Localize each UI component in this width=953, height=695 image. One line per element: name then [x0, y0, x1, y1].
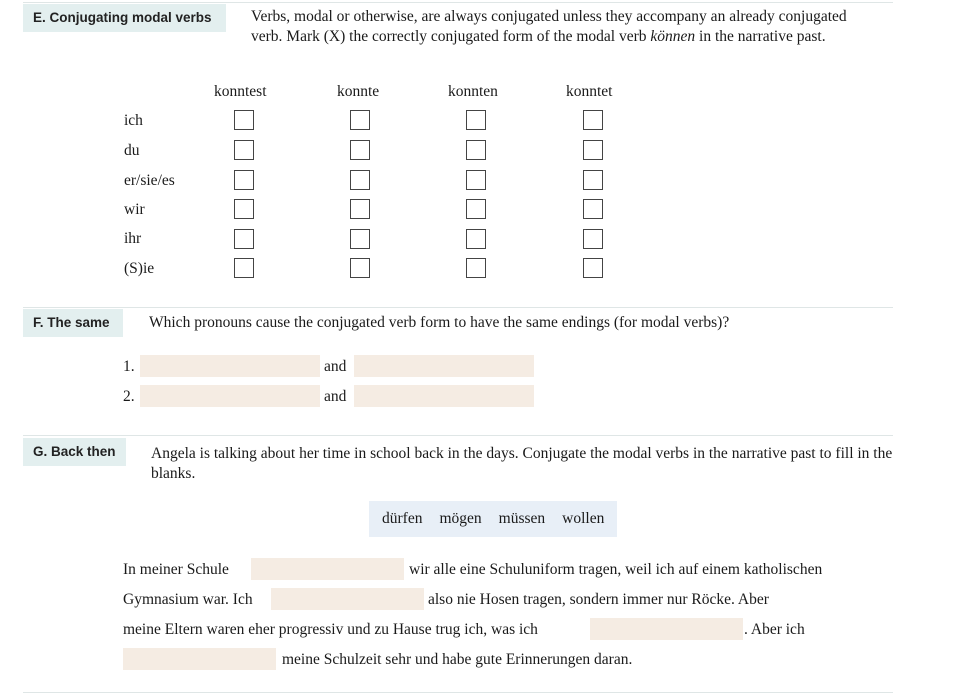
answer-number: 2.: [123, 388, 135, 405]
checkbox-ihr-konnte[interactable]: [350, 229, 370, 249]
pronoun-label: du: [124, 142, 140, 159]
instructions-text-a: Verbs, modal or otherwise, are always conjugated unless they accompany an already conjugated verb. Mark (X) the correctly conjugated form of the modal verb: [251, 8, 847, 45]
checkbox-ich-konntest[interactable]: [234, 110, 254, 130]
checkbox-sie-konnte[interactable]: [350, 258, 370, 278]
verb-input-1[interactable]: [251, 558, 404, 580]
word-bank-item: müssen: [498, 510, 546, 527]
column-header: konntet: [566, 83, 613, 100]
answer-number: 1.: [123, 358, 135, 375]
pronoun-label: ich: [124, 112, 143, 129]
verb-input-3[interactable]: [590, 618, 743, 640]
passage-text: also nie Hosen tragen, sondern immer nur Röcke. Aber: [428, 591, 769, 608]
pronoun-input-2b[interactable]: [354, 385, 534, 407]
word-bank-item: dürfen: [382, 510, 423, 527]
pronoun-input-2a[interactable]: [140, 385, 320, 407]
checkbox-du-konnte[interactable]: [350, 140, 370, 160]
section-g-rule: [23, 435, 893, 436]
checkbox-ich-konnten[interactable]: [466, 110, 486, 130]
passage-text: . Aber ich: [744, 621, 805, 638]
column-header: konnte: [337, 83, 380, 100]
pronoun-label: (S)ie: [124, 260, 155, 277]
checkbox-ihr-konntest[interactable]: [234, 229, 254, 249]
pronoun-label: wir: [124, 201, 145, 218]
section-e-instructions: [251, 7, 881, 47]
section-g-tag: G. Back then: [23, 438, 126, 466]
pronoun-input-1a[interactable]: [140, 355, 320, 377]
section-e-tag: E. Conjugating modal verbs: [23, 4, 226, 32]
word-bank: [369, 501, 617, 537]
checkbox-wir-konnte[interactable]: [350, 199, 370, 219]
verb-input-2[interactable]: [271, 588, 424, 610]
checkbox-du-konnten[interactable]: [466, 140, 486, 160]
checkbox-ich-konntet[interactable]: [583, 110, 603, 130]
passage-text: meine Schulzeit sehr und habe gute Erinnerungen daran.: [282, 651, 633, 668]
pronoun-label: ihr: [124, 230, 142, 247]
section-g-instructions: Angela is talking about her time in school back in the days. Conjugate the modal verbs in the narrative past to fill in the blanks.: [151, 445, 893, 482]
checkbox-ihr-konnten[interactable]: [466, 229, 486, 249]
and-label: and: [324, 388, 347, 405]
column-header: konntest: [214, 83, 267, 100]
section-e-rule: [23, 2, 893, 3]
passage-text: Gymnasium war. Ich: [123, 591, 253, 608]
checkbox-du-konntest[interactable]: [234, 140, 254, 160]
checkbox-du-konntet[interactable]: [583, 140, 603, 160]
checkbox-sie-konntest[interactable]: [234, 258, 254, 278]
word-bank-item: wollen: [562, 510, 605, 527]
column-header: konnten: [448, 83, 498, 100]
checkbox-wir-konntest[interactable]: [234, 199, 254, 219]
checkbox-ihr-konntet[interactable]: [583, 229, 603, 249]
section-f-rule: [23, 307, 893, 308]
bottom-rule: [23, 692, 893, 693]
pronoun-label: er/sie/es: [124, 172, 175, 189]
verb-input-4[interactable]: [123, 648, 276, 670]
and-label: and: [324, 358, 347, 375]
checkbox-sie-konnten[interactable]: [466, 258, 486, 278]
section-f-instructions: Which pronouns cause the conjugated verb form to have the same endings (for modal verbs)?: [149, 314, 730, 331]
checkbox-wir-konnten[interactable]: [466, 199, 486, 219]
checkbox-wir-konntet[interactable]: [583, 199, 603, 219]
word-bank-item: mögen: [439, 510, 482, 527]
checkbox-ich-konnte[interactable]: [350, 110, 370, 130]
section-f-tag: F. The same: [23, 309, 123, 337]
checkbox-er-konntet[interactable]: [583, 170, 603, 190]
checkbox-sie-konntet[interactable]: [583, 258, 603, 278]
checkbox-er-konnte[interactable]: [350, 170, 370, 190]
checkbox-er-konnten[interactable]: [466, 170, 486, 190]
passage-text: meine Eltern waren eher progressiv und zu Hause trug ich, was ich: [123, 621, 538, 638]
passage-text: wir alle eine Schuluniform tragen, weil ich auf einem katholischen: [409, 561, 823, 578]
instructions-verb: können: [650, 28, 696, 45]
checkbox-er-konntest[interactable]: [234, 170, 254, 190]
pronoun-input-1b[interactable]: [354, 355, 534, 377]
passage-text: In meiner Schule: [123, 561, 229, 578]
instructions-text-b: in the narrative past.: [695, 28, 826, 45]
